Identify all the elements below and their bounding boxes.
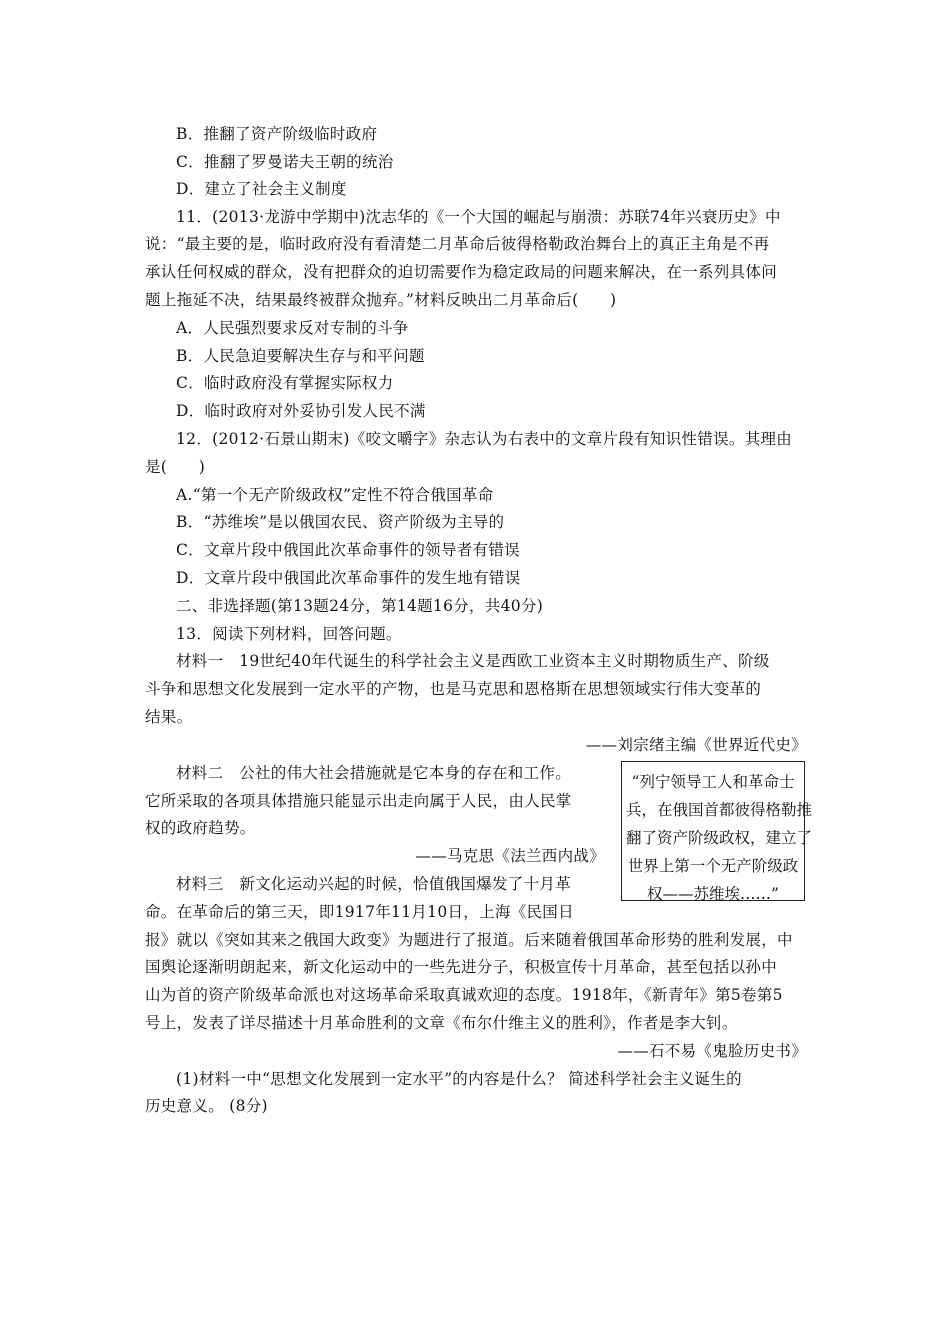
q10-option-c: C．推翻了罗曼诺夫王朝的统治	[176, 153, 394, 171]
material-3-line: 号上，发表了详尽描述十月革命胜利的文章《布尔什维主义的胜利》，作者是李大钊。	[145, 1014, 738, 1032]
material-2-line: 材料二 公社的伟大社会措施就是它本身的存在和工作。	[176, 764, 572, 782]
q13-sub1-line: (1)材料一中“思想文化发展到一定水平”的内容是什么？ 简述科学社会主义诞生的	[176, 1070, 742, 1088]
q12-option-a: A.“第一个无产阶级政权”定性不符合俄国革命	[176, 486, 494, 504]
q12-stem-line: 是( )	[145, 458, 206, 476]
material-1-source: ——刘宗绪主编《世界近代史》	[585, 736, 807, 754]
material-1-line: 斗争和思想文化发展到一定水平的产物，也是马克思和恩格斯在思想领域实行伟大变革的	[145, 680, 762, 698]
excerpt-line: “列宁领导工人和革命士	[631, 773, 795, 791]
material-3-line: 国舆论逐渐明朗起来，新文化运动中的一些先进分子，积极宣传十月革命，甚至包括以孙中	[145, 958, 778, 976]
q11-option-c: C．临时政府没有掌握实际权力	[176, 374, 394, 392]
q11-stem-line: 承认任何权威的群众，没有把群众的迫切需要作为稳定政局的问题来解决，在一系列具体问	[145, 263, 778, 281]
material-1-line: 结果。	[145, 708, 193, 726]
q12-option-b: B．“苏维埃”是以俄国农民、资产阶级为主导的	[176, 513, 505, 531]
excerpt-line: 兵，在俄国首都彼得格勒推	[626, 801, 813, 819]
q11-stem-line: 题上拖延不决，结果最终被群众抛弃。”材料反映出二月革命后( )	[145, 291, 617, 309]
excerpt-line: 世界上第一个无产阶级政	[627, 857, 799, 875]
q13-sub1-line: 历史意义。 (8分)	[145, 1097, 268, 1115]
material-2-line: 权的政府趋势。	[145, 819, 256, 837]
q11-stem-line: 说：“最主要的是，临时政府没有看清楚二月革命后彼得格勒政治舞台上的真正主角是不再	[145, 235, 770, 253]
q13-intro: 13．阅读下列材料，回答问题。	[176, 625, 402, 643]
q11-option-a: A．人民强烈要求反对专制的斗争	[176, 319, 409, 337]
material-3-line: 山为首的资产阶级革命派也对这场革命采取真诚欢迎的态度。1918年，《新青年》第5卷第5	[145, 986, 783, 1004]
q12-option-c: C．文章片段中俄国此次革命事件的领导者有错误	[176, 541, 520, 559]
excerpt-line: 翻了资产阶级政权，建立了	[626, 829, 813, 847]
material-2-line: 它所采取的各项具体措施只能显示出走向属于人民，由人民掌	[145, 792, 572, 810]
q10-option-b: B．推翻了资产阶级临时政府	[176, 125, 378, 143]
section-heading: 二、非选择题(第13题24分，第14题16分，共40分)	[176, 597, 544, 615]
article-excerpt-box	[621, 761, 813, 903]
q11-option-b: B．人民急迫要解决生存与和平问题	[176, 347, 425, 365]
material-3-line: 命。在革命后的第三天，即1917年11月10日，上海《民国日	[145, 903, 574, 921]
q10-option-d: D．建立了社会主义制度	[176, 180, 347, 198]
material-2-source: ——马克思《法兰西内战》	[415, 847, 605, 865]
excerpt-line: 权——苏维埃……”	[647, 885, 779, 903]
material-3-line: 报》就以《突如其来之俄国大政变》为题进行了报道。后来随着俄国革命形势的胜利发展，中	[145, 931, 793, 949]
q12-stem-line: 12．(2012·石景山期末)《咬文嚼字》杂志认为右表中的文章片段有知识性错误。其理由	[176, 430, 793, 448]
q11-stem-line: 11．(2013·龙游中学期中)沈志华的《一个大国的崛起与崩溃：苏联74年兴衰历史》中	[176, 208, 781, 226]
material-3-line: 材料三 新文化运动兴起的时候，恰值俄国爆发了十月革	[176, 875, 572, 893]
q11-option-d: D．临时政府对外妥协引发人民不满	[176, 402, 426, 420]
q12-option-d: D．文章片段中俄国此次革命事件的发生地有错误	[176, 569, 521, 587]
material-3-source: ——石不易《鬼脸历史书》	[617, 1042, 807, 1060]
material-1-line: 材料一 19世纪40年代诞生的科学社会主义是西欧工业资本主义时期物质生产、阶级	[176, 652, 770, 670]
